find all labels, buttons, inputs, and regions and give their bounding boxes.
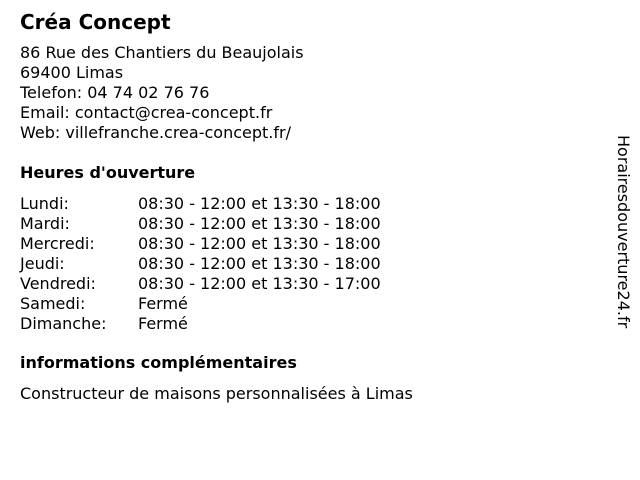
hours-time: Fermé <box>138 314 188 333</box>
opening-hours-table <box>20 194 381 334</box>
hours-time: Fermé <box>138 294 188 313</box>
additional-info-heading: informations complémentaires <box>20 353 297 372</box>
address-street: 86 Rue des Chantiers du Beaujolais <box>20 43 304 62</box>
hours-row-sunday <box>20 314 381 334</box>
site-watermark: Horairesdouverture24.fr <box>614 135 633 329</box>
contact-block <box>20 43 304 143</box>
hours-row-wednesday <box>20 234 381 254</box>
hours-day: Mardi: <box>20 214 70 233</box>
address-city: 69400 Limas <box>20 63 124 82</box>
hours-day: Dimanche: <box>20 314 107 333</box>
hours-day: Vendredi: <box>20 274 96 293</box>
hours-day: Samedi: <box>20 294 86 313</box>
hours-row-friday <box>20 274 381 294</box>
email-line: Email: contact@crea-concept.fr <box>20 103 273 122</box>
hours-time: 08:30 - 12:00 et 13:30 - 18:00 <box>138 214 381 233</box>
opening-hours-heading: Heures d'ouverture <box>20 163 196 182</box>
additional-info-text: Constructeur de maisons personnalisées à Limas <box>20 384 413 403</box>
hours-day: Jeudi: <box>20 254 65 273</box>
hours-time: 08:30 - 12:00 et 13:30 - 18:00 <box>138 234 381 253</box>
hours-day: Lundi: <box>20 194 69 213</box>
hours-row-monday <box>20 194 381 214</box>
hours-time: 08:30 - 12:00 et 13:30 - 18:00 <box>138 254 381 273</box>
web-line: Web: villefranche.crea-concept.fr/ <box>20 123 291 142</box>
hours-row-tuesday <box>20 214 381 234</box>
hours-day: Mercredi: <box>20 234 95 253</box>
hours-time: 08:30 - 12:00 et 13:30 - 17:00 <box>138 274 381 293</box>
page-title: Créa Concept <box>20 10 171 34</box>
hours-row-saturday <box>20 294 381 314</box>
hours-row-thursday <box>20 254 381 274</box>
hours-time: 08:30 - 12:00 et 13:30 - 18:00 <box>138 194 381 213</box>
phone-line: Telefon: 04 74 02 76 76 <box>20 83 210 102</box>
